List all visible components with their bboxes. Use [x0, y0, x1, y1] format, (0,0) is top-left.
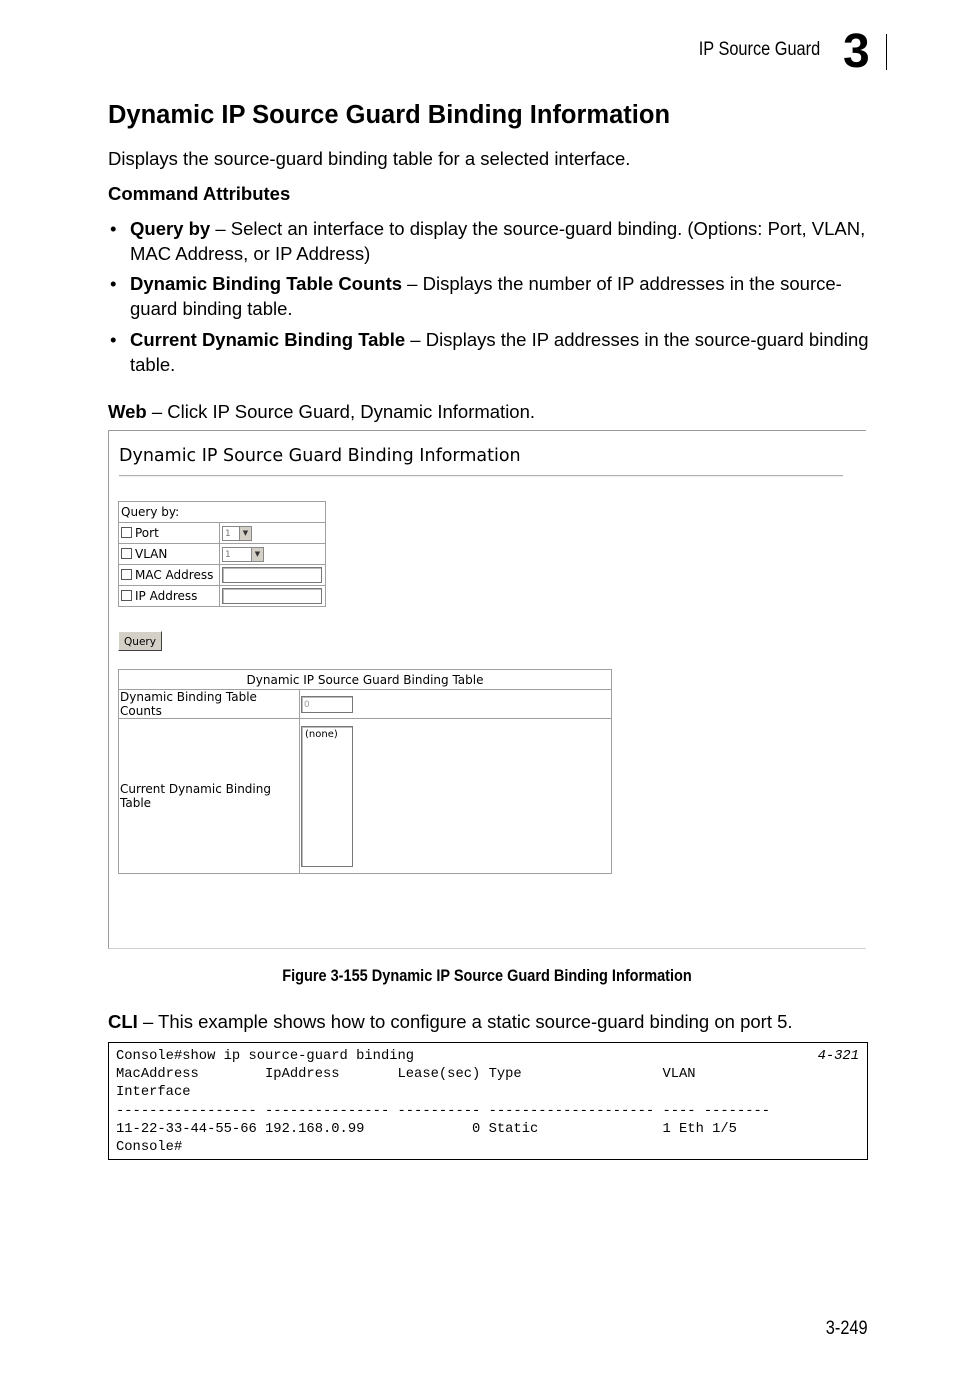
- query-button[interactable]: Query: [118, 631, 162, 651]
- web-ui-screenshot: [108, 430, 866, 949]
- ip-value-cell: [220, 586, 326, 607]
- bullet-marker: •: [110, 273, 117, 294]
- running-header-title: IP Source Guard: [698, 39, 820, 60]
- intro-paragraph: Displays the source-guard binding table for a selected interface.: [108, 148, 631, 169]
- page-number: 3-249: [826, 1318, 868, 1339]
- web-term: Web: [108, 401, 147, 422]
- bullet-term: Current Dynamic Binding Table: [130, 329, 406, 350]
- ip-checkbox[interactable]: [121, 590, 132, 601]
- bullet-term: Query by: [130, 218, 211, 239]
- chevron-down-icon[interactable]: ▼: [251, 548, 263, 561]
- binding-table-title: Dynamic IP Source Guard Binding Table: [119, 670, 612, 690]
- web-text: – Click IP Source Guard, Dynamic Information.: [146, 401, 536, 422]
- port-label: Port: [135, 526, 159, 540]
- bullet-binding-counts: [110, 271, 870, 321]
- bullet-marker: •: [110, 329, 117, 350]
- vlan-value-cell: [220, 544, 326, 565]
- vlan-row-label: [119, 544, 220, 565]
- web-instruction: [108, 399, 535, 424]
- chapter-number: 3: [843, 25, 870, 78]
- bullet-term: Dynamic Binding Table Counts: [130, 273, 403, 294]
- counts-field: 0: [301, 696, 353, 713]
- counts-label: Dynamic Binding Table Counts: [119, 690, 300, 719]
- vlan-select-value: 1: [225, 550, 231, 560]
- current-table-listbox[interactable]: (none): [301, 726, 353, 867]
- mac-address-input[interactable]: [222, 567, 322, 583]
- cli-term: CLI: [108, 1011, 138, 1032]
- current-table-label: Current Dynamic Binding Table: [119, 719, 300, 874]
- binding-table: [118, 669, 612, 874]
- cli-code-block: [108, 1042, 868, 1160]
- bullet-marker: •: [110, 218, 117, 239]
- chapter-divider: [886, 34, 887, 70]
- query-by-table: [118, 501, 326, 607]
- ip-row-label: [119, 586, 220, 607]
- port-row-label: [119, 523, 220, 544]
- bullet-text: – Displays the number of IP addresses in the source-guard binding table.: [130, 273, 842, 319]
- command-reference: 4-321: [817, 1049, 859, 1064]
- port-select-value: 1: [225, 529, 231, 539]
- mac-label: MAC Address: [135, 568, 214, 582]
- bullet-text: – Displays the IP addresses in the source-guard binding table.: [130, 329, 869, 375]
- vlan-label: VLAN: [135, 547, 168, 561]
- counts-value-cell: [300, 690, 612, 719]
- ip-address-input[interactable]: [222, 588, 322, 604]
- ui-title-divider-shadow: [119, 476, 843, 477]
- bullet-query-by: [110, 216, 870, 266]
- cli-text: – This example shows how to configure a static source-guard binding on port 5.: [137, 1011, 793, 1032]
- figure-caption: Figure 3-155 Dynamic IP Source Guard Binding Information: [282, 967, 692, 985]
- port-checkbox[interactable]: [121, 527, 132, 538]
- cli-instruction: [108, 1009, 793, 1034]
- vlan-checkbox[interactable]: [121, 548, 132, 559]
- chevron-down-icon[interactable]: ▼: [239, 527, 251, 540]
- query-by-label: Query by:: [119, 502, 326, 523]
- ui-page-title: Dynamic IP Source Guard Binding Information: [119, 446, 521, 466]
- attributes-heading: Command Attributes: [108, 183, 291, 204]
- section-title: Dynamic IP Source Guard Binding Information: [108, 101, 671, 129]
- bullet-text: – Select an interface to display the source-guard binding. (Options: Port, VLAN, MAC Address, or IP Address): [130, 218, 866, 264]
- mac-value-cell: [220, 565, 326, 586]
- bullet-current-table: [110, 327, 870, 377]
- ip-label: IP Address: [135, 589, 198, 603]
- cli-code-text: Console#show ip source-guard binding MacAddress IpAddress Lease(sec) Type VLAN Interface ----------------- --------------- ---------- -------------------- ---- -------- 11-22-33-44-55-66 192.168.0.99 0 Static 1 Eth 1/5 Console#: [116, 1049, 771, 1156]
- port-value-cell: [220, 523, 326, 544]
- vlan-select[interactable]: [222, 547, 264, 562]
- mac-row-label: [119, 565, 220, 586]
- current-table-value-cell: [300, 719, 612, 874]
- port-select[interactable]: [222, 526, 252, 541]
- mac-checkbox[interactable]: [121, 569, 132, 580]
